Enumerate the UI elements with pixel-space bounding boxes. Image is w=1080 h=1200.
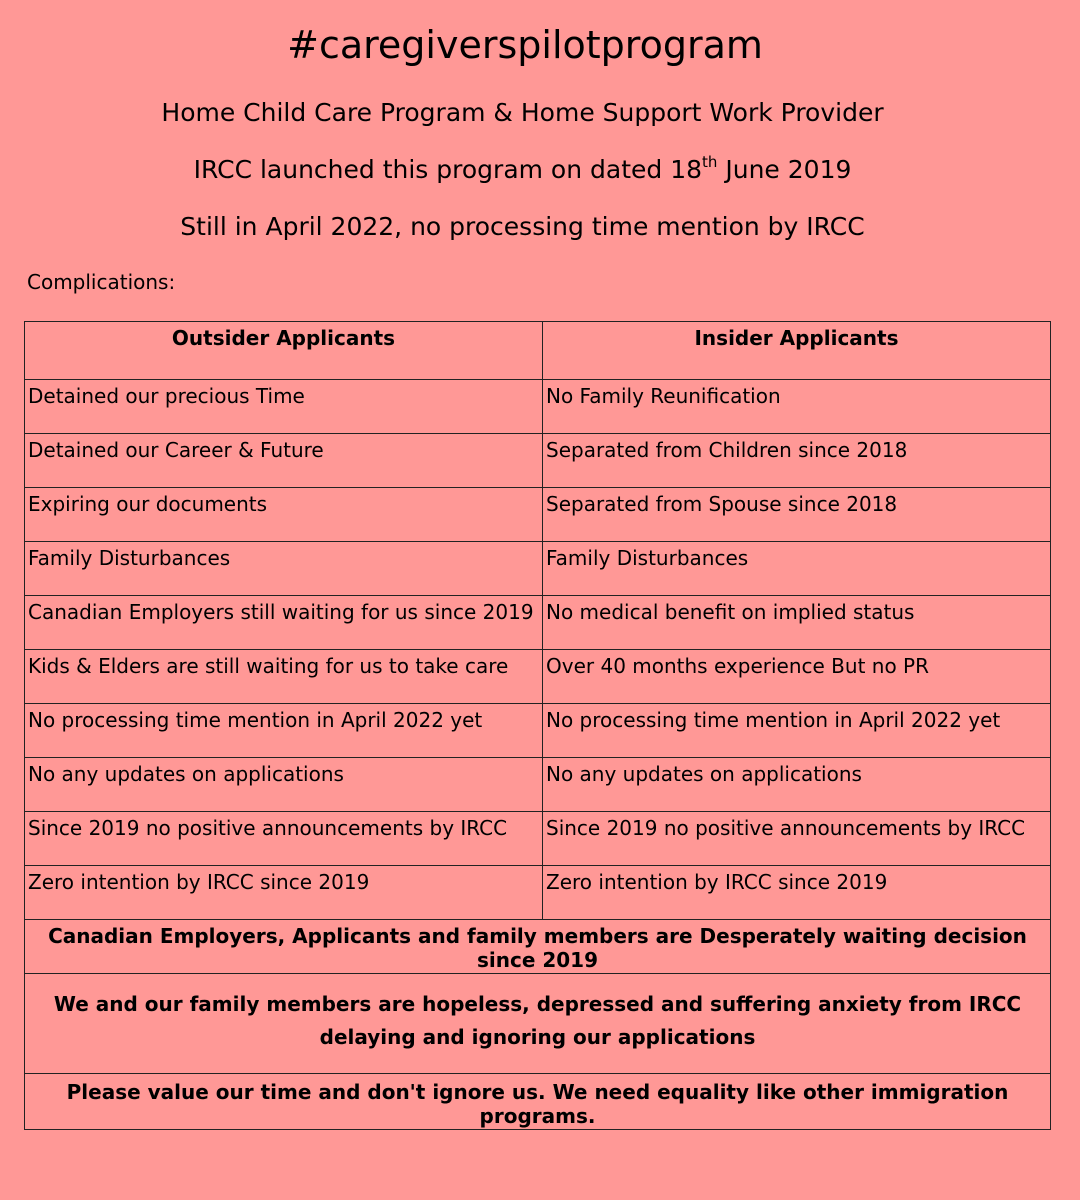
- insider-cell: No Family Reunification: [543, 380, 1051, 434]
- processing-time-line: Still in April 2022, no processing time mention by IRCC: [180, 212, 865, 241]
- waiting-decision-statement: Canadian Employers, Applicants and family members are Desperately waiting decision since 2019: [25, 920, 1051, 974]
- complications-label: Complications:: [27, 270, 176, 294]
- insider-cell: No any updates on applications: [543, 758, 1051, 812]
- date-ordinal-suffix: th: [702, 153, 718, 171]
- hashtag-title: #caregiverspilotprogram: [287, 23, 763, 67]
- table-row: [25, 704, 1051, 758]
- table-header-row: [25, 322, 1051, 380]
- header-insider-applicants: Insider Applicants: [543, 322, 1051, 380]
- footer-row-hopeless: [25, 974, 1051, 1074]
- table-row: [25, 380, 1051, 434]
- outsider-cell: Since 2019 no positive announcements by IRCC: [25, 812, 543, 866]
- launch-date-line: [0, 153, 1045, 187]
- header-outsider-applicants: Outsider Applicants: [25, 322, 543, 380]
- outsider-cell: No processing time mention in April 2022 yet: [25, 704, 543, 758]
- table-row: [25, 434, 1051, 488]
- insider-cell: Zero intention by IRCC since 2019: [543, 866, 1051, 920]
- footer-row-waiting: [25, 920, 1051, 974]
- table-row: [25, 542, 1051, 596]
- insider-cell: Family Disturbances: [543, 542, 1051, 596]
- outsider-cell: Zero intention by IRCC since 2019: [25, 866, 543, 920]
- outsider-cell: Kids & Elders are still waiting for us to take care: [25, 650, 543, 704]
- insider-cell: No processing time mention in April 2022 yet: [543, 704, 1051, 758]
- outsider-cell: Expiring our documents: [25, 488, 543, 542]
- table-row: [25, 596, 1051, 650]
- table-row: [25, 758, 1051, 812]
- insider-cell: No medical benefit on implied status: [543, 596, 1051, 650]
- outsider-cell: Canadian Employers still waiting for us since 2019: [25, 596, 543, 650]
- outsider-cell: Family Disturbances: [25, 542, 543, 596]
- insider-cell: Since 2019 no positive announcements by IRCC: [543, 812, 1051, 866]
- outsider-cell: No any updates on applications: [25, 758, 543, 812]
- complications-table: [24, 321, 1051, 1130]
- table-row: [25, 488, 1051, 542]
- launch-date-text: IRCC launched this program on dated 18: [193, 155, 703, 184]
- equality-plea-statement: Please value our time and don't ignore us. We need equality like other immigration programs.: [25, 1074, 1051, 1130]
- launch-date-month: June 2019: [717, 155, 852, 184]
- outsider-cell: Detained our Career & Future: [25, 434, 543, 488]
- program-subtitle: Home Child Care Program & Home Support Work Provider: [161, 98, 884, 127]
- insider-cell: Over 40 months experience But no PR: [543, 650, 1051, 704]
- hopeless-statement: We and our family members are hopeless, depressed and suffering anxiety from IRCC delaying and ignoring our applications: [25, 974, 1051, 1074]
- table-row: [25, 866, 1051, 920]
- insider-cell: Separated from Children since 2018: [543, 434, 1051, 488]
- outsider-cell: Detained our precious Time: [25, 380, 543, 434]
- insider-cell: Separated from Spouse since 2018: [543, 488, 1051, 542]
- table-row: [25, 812, 1051, 866]
- table-row: [25, 650, 1051, 704]
- footer-row-equality: [25, 1074, 1051, 1130]
